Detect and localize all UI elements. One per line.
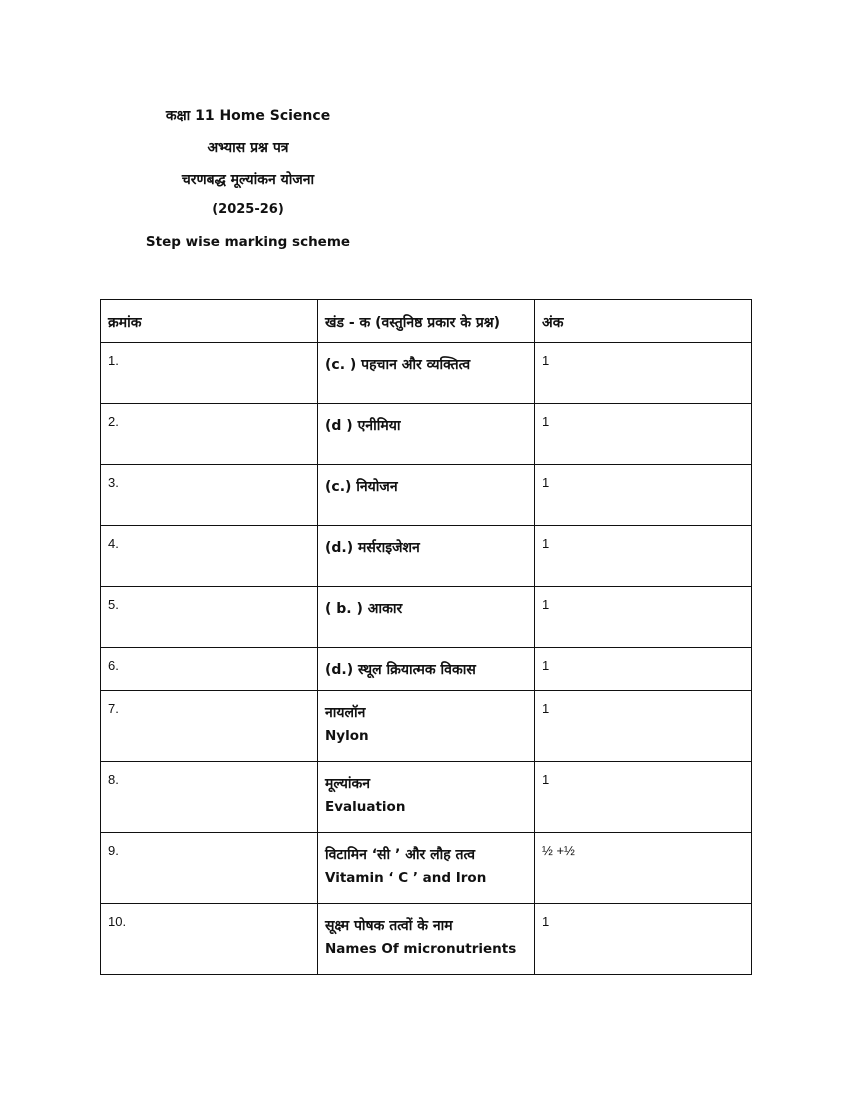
table-row	[101, 904, 752, 975]
answer-cell: (d.) मर्सराइजेशन	[318, 526, 535, 587]
marks-cell: 1	[535, 526, 752, 587]
table-row	[101, 526, 752, 587]
serial-cell: 1.	[101, 343, 318, 404]
answer-english: Nylon	[325, 728, 369, 744]
marks-cell: ½ +½	[535, 833, 752, 904]
table-row	[101, 587, 752, 648]
answer-english: Names Of micronutrients	[325, 941, 517, 957]
serial-cell: 5.	[101, 587, 318, 648]
serial-cell: 10.	[101, 904, 318, 975]
answer-cell: ( b. ) आकार	[318, 587, 535, 648]
answer-cell: (c. ) पहचान और व्यक्तित्व	[318, 343, 535, 404]
serial-cell: 2.	[101, 404, 318, 465]
header-line-year: (2025-26)	[212, 202, 284, 217]
column-header-serial: क्रमांक	[101, 300, 318, 343]
serial-cell: 4.	[101, 526, 318, 587]
answer-cell: (d.) स्थूल क्रियात्मक विकास	[318, 648, 535, 691]
table-row	[101, 833, 752, 904]
table-row	[101, 648, 752, 691]
serial-cell: 6.	[101, 648, 318, 691]
answer-cell: नायलॉन Nylon	[318, 691, 535, 762]
answer-cell: मूल्यांकन Evaluation	[318, 762, 535, 833]
table-row	[101, 465, 752, 526]
table-header-row	[101, 300, 752, 343]
serial-cell: 3.	[101, 465, 318, 526]
answer-cell: विटामिन ‘सी ’ और लौह तत्व Vitamin ‘ C ’ and Iron	[318, 833, 535, 904]
column-header-marks: अंक	[535, 300, 752, 343]
marks-cell: 1	[535, 762, 752, 833]
serial-cell: 7.	[101, 691, 318, 762]
serial-cell: 9.	[101, 833, 318, 904]
answer-english: Evaluation	[325, 799, 406, 815]
answer-english: Vitamin ‘ C ’ and Iron	[325, 870, 487, 886]
table-row	[101, 343, 752, 404]
table-row	[101, 404, 752, 465]
table-row	[101, 691, 752, 762]
answer-cell: सूक्ष्म पोषक तत्वों के नाम Names Of micronutrients	[318, 904, 535, 975]
marks-cell: 1	[535, 587, 752, 648]
header-line-subtitle: चरणबद्ध मूल्यांकन योजना	[181, 172, 315, 188]
answer-cell: (d ) एनीमिया	[318, 404, 535, 465]
header-line-title: अभ्यास प्रश्न पत्र	[207, 140, 289, 156]
column-header-section: खंड - क (वस्तुनिष्ठ प्रकार के प्रश्न)	[318, 300, 535, 343]
marking-scheme-table	[100, 299, 752, 975]
serial-cell: 8.	[101, 762, 318, 833]
header-line-class: कक्षा 11 Home Science	[165, 108, 331, 124]
table-row	[101, 762, 752, 833]
marks-cell: 1	[535, 465, 752, 526]
marks-cell: 1	[535, 404, 752, 465]
marks-cell: 1	[535, 343, 752, 404]
header-line-english: Step wise marking scheme	[145, 234, 351, 250]
marks-cell: 1	[535, 904, 752, 975]
marks-cell: 1	[535, 648, 752, 691]
answer-cell: (c.) नियोजन	[318, 465, 535, 526]
marks-cell: 1	[535, 691, 752, 762]
